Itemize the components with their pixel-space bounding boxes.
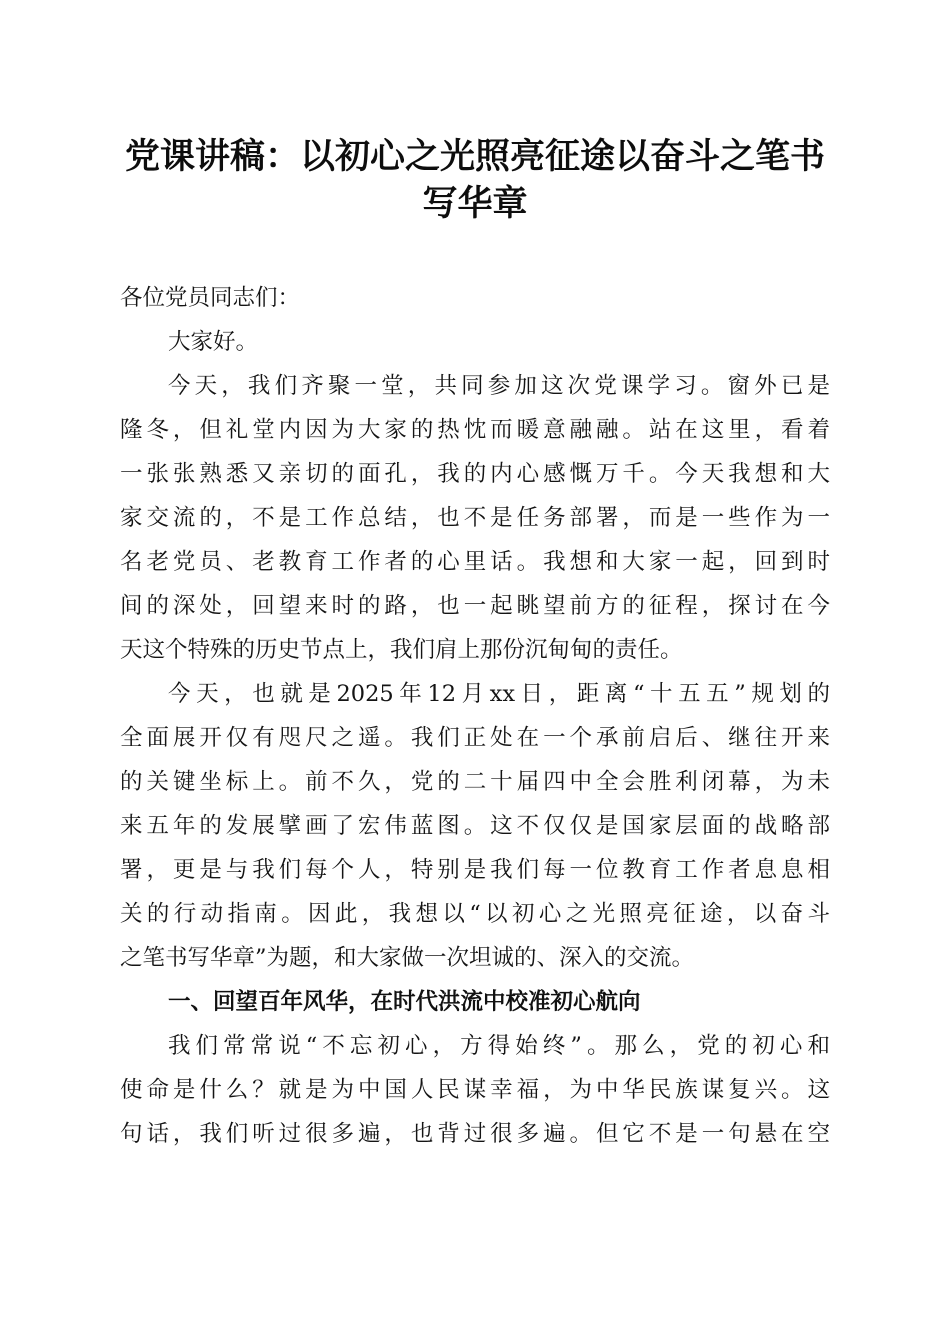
para3-line: 我们常常说“不忘初心，方得始终”。那么，党的初心和 [168, 1033, 830, 1059]
document-title-line2: 写华章 [422, 183, 528, 224]
para2-line: 今天，也就是2025年12月xx日，距离“十五五”规划的 [168, 681, 830, 707]
section-heading: 一、回望百年风华，在时代洪流中校准初心航向 [168, 989, 641, 1015]
para1-line: 名老党员、老教育工作者的心里话。我想和大家一起，回到时 [120, 549, 830, 575]
para1-line: 今天，我们齐聚一堂，共同参加这次党课学习。窗外已是 [168, 373, 830, 399]
para2-line: 来五年的发展擘画了宏伟蓝图。这不仅仅是国家层面的战略部 [120, 813, 830, 839]
document-title-line1: 党课讲稿：以初心之光照亮征途以奋斗之笔书 [124, 136, 825, 177]
para2-line: 之笔书写华章”为题，和大家做一次坦诚的、深入的交流。 [120, 945, 695, 971]
salutation: 各位党员同志们： [120, 285, 301, 311]
para2-line: 关的行动指南。因此，我想以“以初心之光照亮征途，以奋斗 [120, 901, 830, 927]
para3-line: 句话，我们听过很多遍，也背过很多遍。但它不是一句悬在空 [120, 1121, 830, 1147]
para1-line: 间的深处，回望来时的路，也一起眺望前方的征程，探讨在今 [120, 593, 830, 619]
para1-line: 隆冬，但礼堂内因为大家的热忱而暖意融融。站在这里，看着 [120, 417, 830, 443]
para2-line: 署，更是与我们每个人，特别是我们每一位教育工作者息息相 [120, 857, 830, 883]
para2-line: 全面展开仅有咫尺之遥。我们正处在一个承前启后、继往开来 [120, 725, 830, 751]
para1-line: 一张张熟悉又亲切的面孔，我的内心感慨万千。今天我想和大 [120, 461, 830, 487]
para3-line: 使命是什么？就是为中国人民谋幸福，为中华民族谋复兴。这 [120, 1077, 830, 1103]
greeting: 大家好。 [168, 329, 259, 355]
para2-line: 的关键坐标上。前不久，党的二十届四中全会胜利闭幕，为未 [120, 769, 830, 795]
para1-line: 家交流的，不是工作总结，也不是任务部署，而是一些作为一 [120, 505, 830, 531]
para1-line: 天这个特殊的历史节点上，我们肩上那份沉甸甸的责任。 [120, 637, 683, 663]
